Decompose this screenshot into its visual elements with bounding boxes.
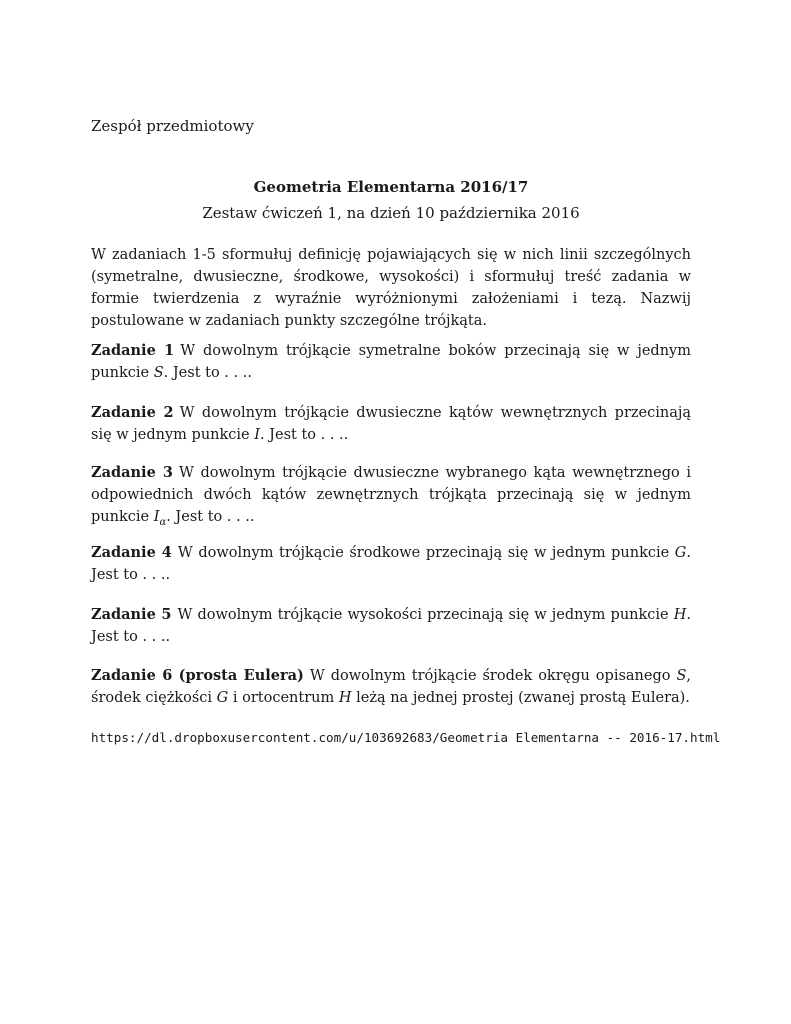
task-3-point-letter: I — [153, 509, 160, 525]
task-3-ending: . Jest to . . .. — [166, 509, 255, 525]
task-2-text: W dowolnym trójkącie dwusieczne kątów wewnętrznych przecinają się w jednym punkcie — [91, 405, 691, 443]
task-2 — [91, 402, 691, 446]
task-5-point: H — [673, 607, 687, 623]
task-4-point: G — [674, 545, 687, 561]
task-5-label: Zadanie 5 — [91, 606, 172, 623]
team-label: Zespół przedmiotowy — [91, 117, 254, 135]
task-6-point-1: S — [676, 668, 687, 684]
task-1-text: W dowolnym trójkącie symetralne boków przecinają się w jednym punkcie — [91, 343, 691, 381]
task-4-ending: . Jest to . . .. — [91, 545, 691, 583]
task-3 — [91, 462, 691, 534]
task-4-label: Zadanie 4 — [91, 544, 172, 561]
task-4 — [91, 542, 691, 586]
document-subtitle: Zestaw ćwiczeń 1, na dzień 10 października 2016 — [202, 204, 580, 222]
task-3-text: W dowolnym trójkącie dwusieczne wybranego kąta wewnętrznego i odpowiednich dwóch kątów zewnętrznych trójkąta przecinają się w jednym punkcie — [91, 465, 691, 525]
task-3-label: Zadanie 3 — [91, 464, 173, 481]
task-2-label: Zadanie 2 — [91, 404, 174, 421]
task-2-ending: . Jest to . . .. — [259, 427, 349, 443]
task-3-point-subscript: α — [159, 516, 167, 528]
task-5 — [91, 604, 691, 648]
task-5-text: W dowolnym trójkącie wysokości przecinają się w jednym punkcie — [177, 607, 674, 623]
task-6-text-1: W dowolnym trójkącie środek okręgu opisanego — [309, 668, 677, 684]
task-5-ending: . Jest to . . .. — [91, 607, 691, 645]
task-6-text-3: i ortocentrum — [228, 690, 339, 706]
task-6-label: Zadanie 6 (prosta Eulera) — [91, 667, 304, 684]
document-title: Geometria Elementarna 2016/17 — [253, 178, 529, 196]
task-1-ending: . Jest to . . .. — [163, 365, 252, 381]
task-6-text-2: , środek ciężkości — [91, 668, 691, 706]
source-url: https://dl.dropboxusercontent.com/u/103692683/Geometria Elementarna -- 2016-17.html — [91, 730, 721, 745]
task-3-point — [153, 509, 167, 528]
task-2-point: I — [254, 427, 260, 443]
task-6-point-2: G — [216, 690, 229, 706]
task-6-point-3: H — [338, 690, 352, 706]
task-6-text-4: leżą na jednej prostej (zwanej prostą Eulera). — [351, 690, 690, 706]
task-4-text: W dowolnym trójkącie środkowe przecinają się w jednym punkcie — [177, 545, 675, 561]
task-1-label: Zadanie 1 — [91, 342, 175, 359]
intro-paragraph: W zadaniach 1-5 sformułuj definicję pojawiających się w nich linii szczególnych (symetralne, dwusieczne, środkowe, wysokości) i sformułuj treść zadania w formie twierdzenia z wyraźnie wyróżnionymi założeniami i tezą. Nazwij postulowane w zadaniach punkty szczególne trójkąta. — [91, 247, 691, 329]
task-6 — [91, 665, 691, 709]
task-1 — [91, 340, 691, 384]
task-1-point: S — [153, 365, 164, 381]
